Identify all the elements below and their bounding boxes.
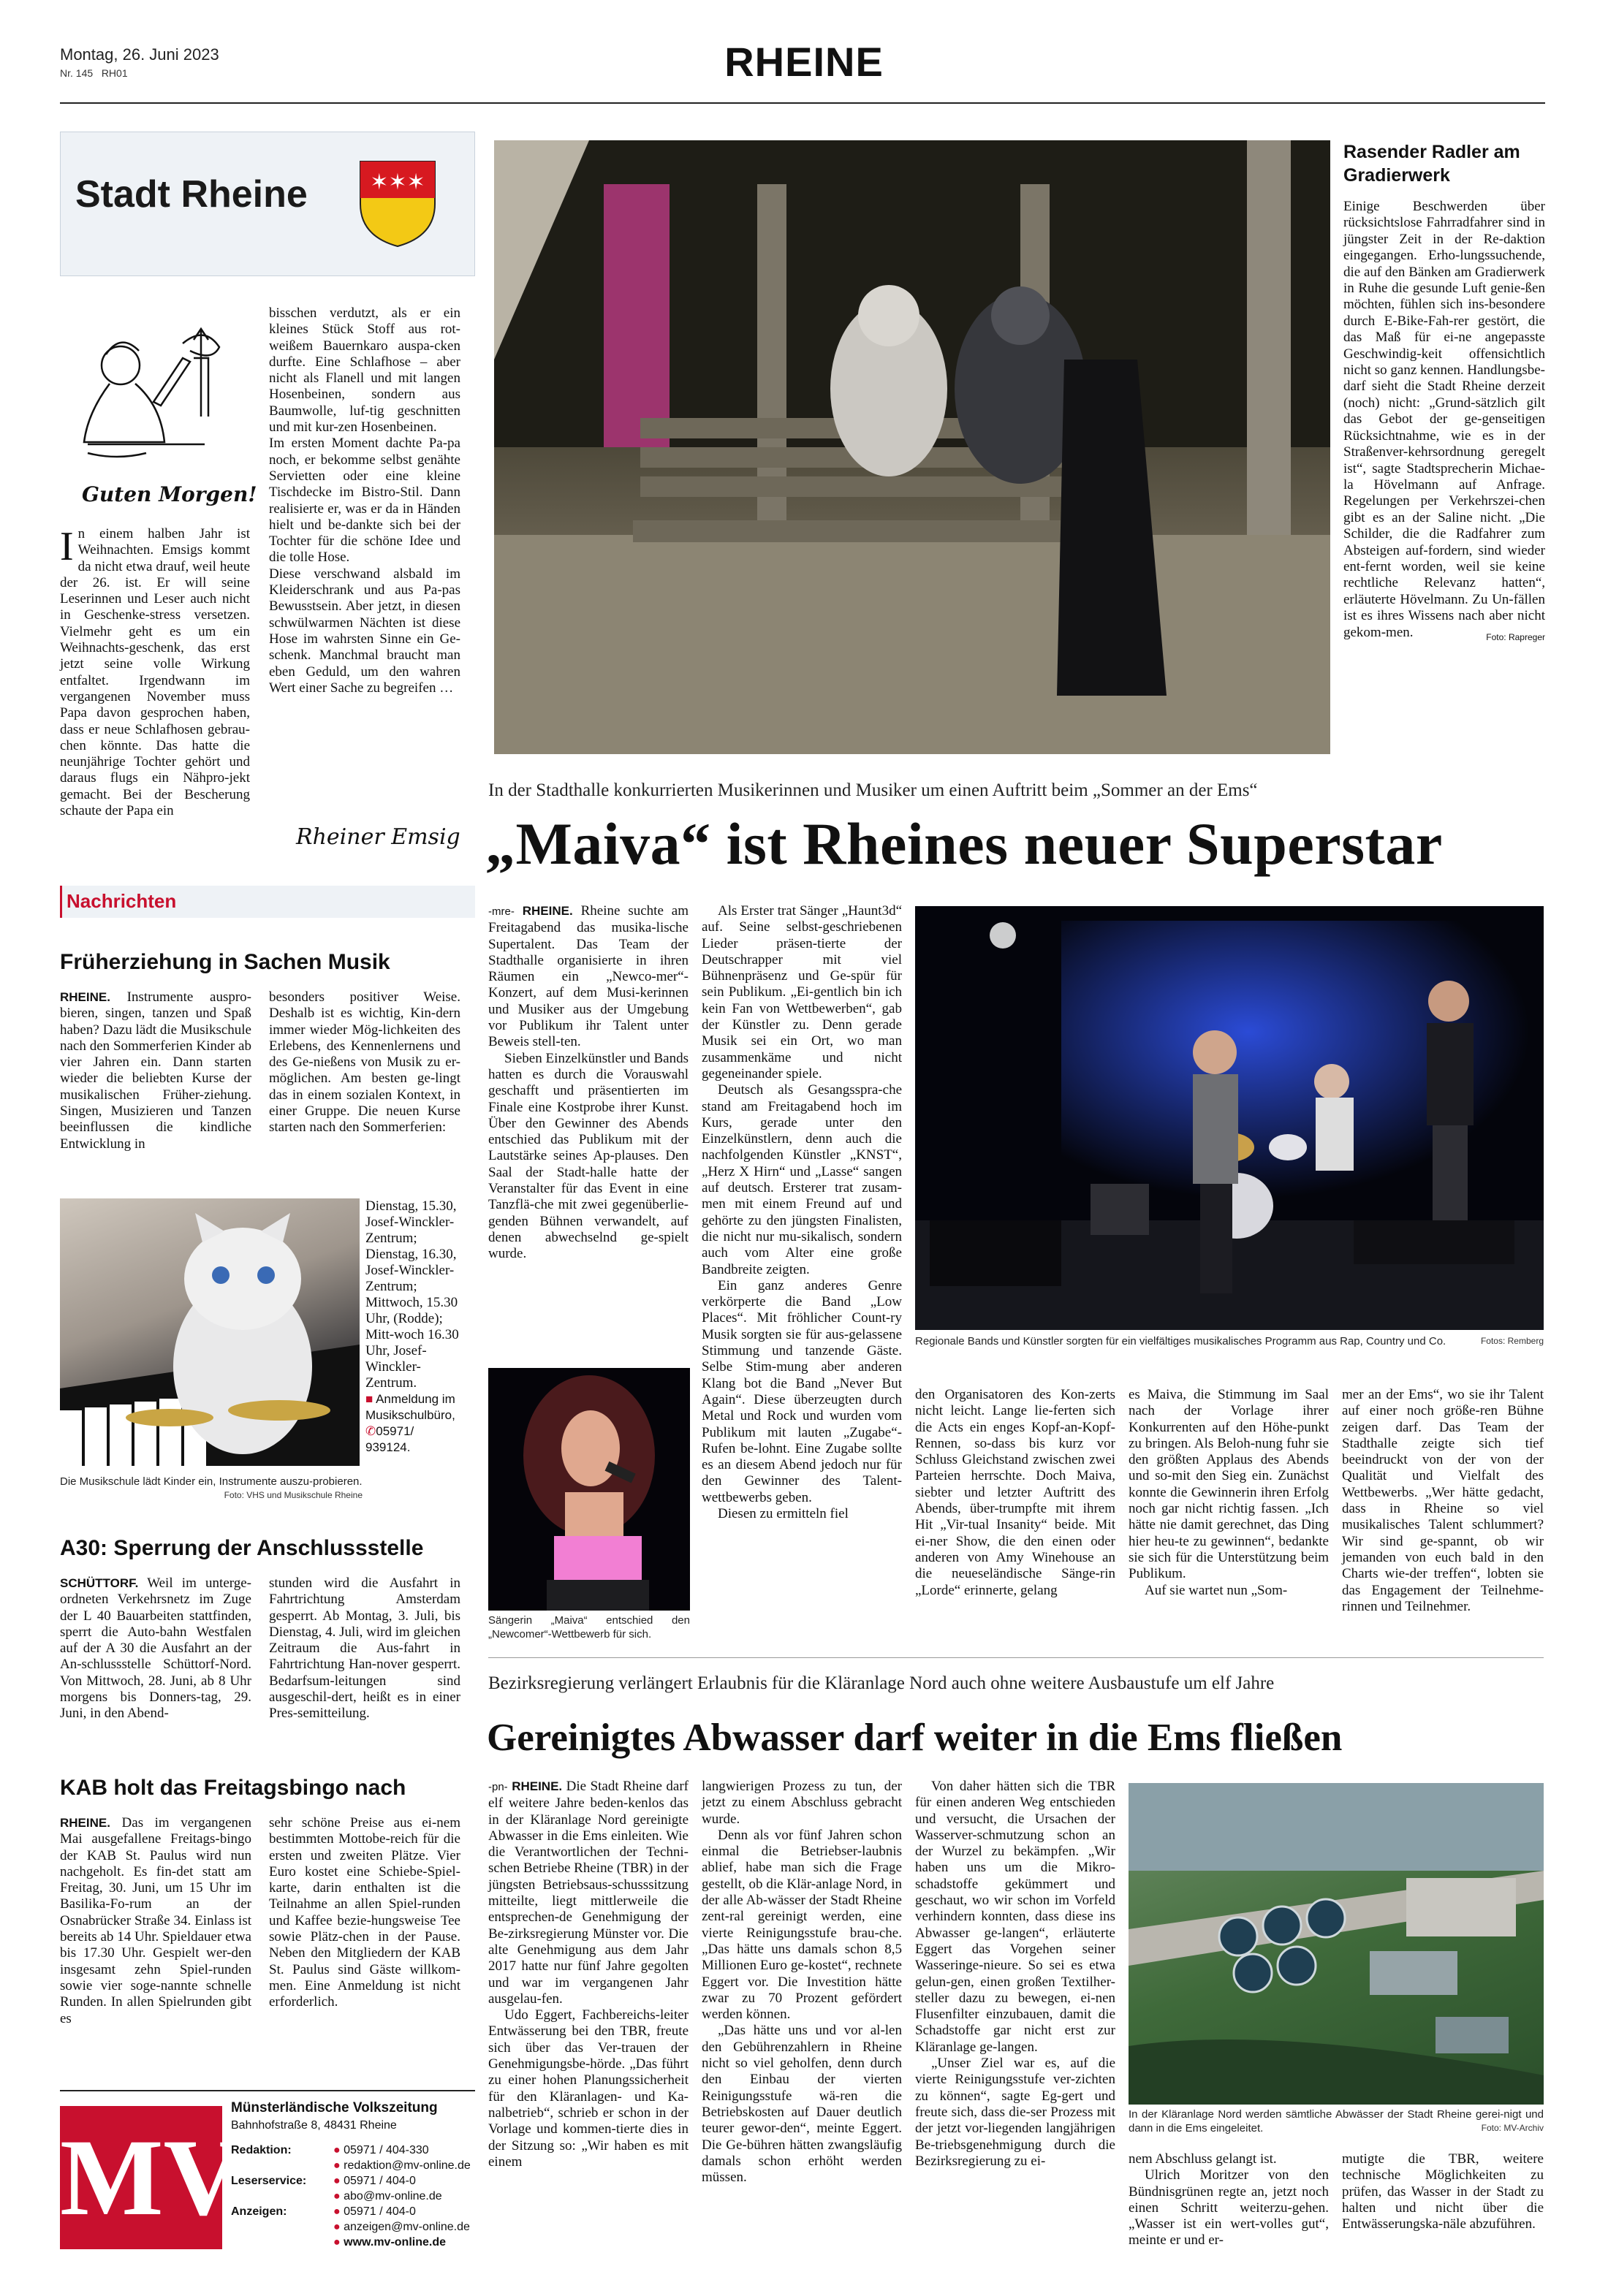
abwasser-byline: -pn- <box>488 1781 508 1793</box>
n3-text-2: sehr schöne Preise aus ei-nem bestimmten Mottobe-reich für die ersten und zweiten Plätze. Vier Euro kostet eine Schiebe-Spiel-karte, darin enthalten ist die Teilnahme an allen Spiel-runden und Kaffee bezie-hungsweise Tee sowie Plätz-chen in der Pause. Neben den Mitgliedern der KAB St. Paulus sind Gäste willkom-men. Eine Anmeldung ist nicht erforderlich. <box>269 1815 460 2010</box>
maiva-text-2c: Ein ganz anderes Genre verkörperte die Band „Low Places“. Mit fröhlicher Count-ry Musik sorgten sie für aus-gelassene Stimmung und tanzende Gäste. Selbe Stim-mung aber anderen Klang bot die Band „Never But Again“. Diese überzeugten durch Metal und Rock und wurden vom Publikum mit lauten „Zugabe“-Rufen be-lohnt. Eine Zugabe sollte es an diesem Abend jedoch nur für den Gewinner des Talent-wettbewerbs geben. <box>702 1277 902 1505</box>
abwasser-text-2c: „Das hätte uns und vor al-len den Gebührenzahlern in Rheine nicht so viel geholfen, denn durch den Einbau der vierten Reinigungsstufe wä-ren die Betriebskosten auf Dauer deutlich teurer gewor-den“, meinte Eggert. Die Ge-bühren hätten zwangsläufig damals schon erhöht werden müssen. <box>702 2023 902 2186</box>
maiva-text-1b: Sieben Einzelkünstler und Bands hatten es durch die Vorauswahl geschafft und präsentierten im Finale eine Kostprobe ihrer Kunst. Über den Gewinner des Abends entschied das Publikum mit der Lautstärke seines Ap-plauses. Den Saal der Stadt-halle hatte der Veranstalter für das Event in eine Tanzflä-che mit zwei gegenüberlie-genden Bühnen verwandelt, auf denen abwechselnd ge-spielt wurde. <box>488 1050 689 1262</box>
mv-phone-anzeigen: 05971 / 404-0 <box>344 2205 416 2218</box>
nachrichten-bar <box>60 886 475 918</box>
maiva-text-2d: Diesen zu ermitteln fiel <box>718 1505 849 1521</box>
section-divider <box>488 1657 1544 1658</box>
mail-icon: ● <box>333 2221 341 2233</box>
abwasser-col5 <box>1342 2151 1544 2232</box>
abwasser-text-4b: Ulrich Moritzer von den Bündnisgrünen regte an, jetzt noch einen Schritt weiterzu-gehen. „Wasser ist ein wert-volles gut“, meinte er und er- <box>1129 2167 1329 2249</box>
n1-col1 <box>60 989 251 1152</box>
singer-icon <box>488 1368 690 1611</box>
band-caption-text: Regionale Bands und Künstler sorgten für ein vielfältiges musikalisches Programm aus Rap, Country und Co. <box>915 1335 1446 1347</box>
abwasser-col1 <box>488 1779 689 2170</box>
maiva-text-2b: Deutsch als Gesangsspra-che stand am Freitagabend hoch im Kurs, gerade unter den Einzelkünstlern, denn auch die nachfolgenden Künstler „KNST“, „Herz X Hirn“ und „Lasse“ sangen auf deutsch. Ersterer trat zusam-men mit einem Freund auf und gehörte zu den jüngsten Finalisten, die nicht nur mu-sikalisch, sondern auch vom Alter eine große Bandbreite zeigten. <box>702 1082 902 1277</box>
n1-caption-text: Die Musikschule lädt Kinder ein, Instrumente auszu-probieren. <box>60 1475 363 1488</box>
phone-icon: ● <box>333 2175 341 2187</box>
n1-registration <box>365 1391 460 1456</box>
n3-col1 <box>60 1815 251 2027</box>
n1-text-2: besonders positiver Weise. Deshalb ist es wichtig, Kin-dern immer wieder Mög-lichkeiten des Erlebens, des Kennenlernens und des Ge-nießens von Musik zu er-möglichen. Am besten ge-lingt das in einem sozialen Kontext, in einer Gruppe. Die neuen Kurse starten nach den Sommerferien: <box>269 989 460 1136</box>
mv-web[interactable]: www.mv-online.de <box>344 2236 446 2249</box>
abwasser-text-3: Von daher hätten sich die TBR für einen anderen Weg entschieden und versucht, die Ursachen der Wasserver-schmutzung schon an der Wurzel zu bekämpfen. „Wir haben uns um die Mikro-schadstoffe gekümmert und geschaut, wo wir schon im Vorfeld verhindern konnten, dass diese ins Abwasser ge-langen“, erläuterte Eggert das Vorgehen seiner Wasseringe-nieure. So sei es etwa gelun-gen, einen großen Textilher-steller dazu zu bewegen, ei-nen Flusenfilter einzubauen, damit die Schadstoffe gar nicht erst zur Kläranlage ge-langen. <box>915 1779 1115 2055</box>
maiva-lead <box>488 903 689 1051</box>
mv-mail-leserservice[interactable]: abo@mv-online.de <box>344 2190 442 2202</box>
abwasser-lead <box>488 1779 689 2007</box>
mv-box <box>60 2090 475 2259</box>
maiva-kicker: In der Stadthalle konkurrierten Musikerinnen und Musiker um einen Auftritt beim „Sommer an der Ems“ <box>488 780 1258 800</box>
radler-body <box>1343 199 1545 645</box>
mail-icon: ● <box>333 2159 341 2172</box>
radler-headline: Rasender Radler am Gradierwerk <box>1343 142 1520 186</box>
bench-scene-icon <box>494 140 1330 754</box>
maiva-text-4b: Auf sie wartet nun „Som- <box>1145 1582 1288 1598</box>
maiva-col3 <box>915 1387 1115 1599</box>
maiva-headline: „Maiva“ ist Rheines neuer Superstar <box>485 810 1443 877</box>
city-box-title: Stadt Rheine <box>75 173 308 216</box>
edition-code: RH01 <box>101 67 128 79</box>
singer-photo <box>488 1368 690 1611</box>
abwasser-text-5: mutigte die TBR, weitere technische Möglichkeiten zu prüfen, das Wasser in der Stadt zu halten und nicht über die Entwässerungska-näle abzuführen. <box>1342 2151 1544 2232</box>
abwasser-text-2b: Denn als vor fünf Jahren schon einmal die Betriebser-laubnis ablief, habe man sich die Frage gestellt, ob die Klär-anlage Nord, in der alle Ab-wässer der Stadt Rheine zent-ral gereinigt werden, eine vierte Reinigungsstufe brau-che. „Das hätte uns damals schon 8,5 Millionen Euro ge-kostet“, rechnete Eggert vor. Die Investition hätte zwar zu 70 Prozent gefördert werden können. <box>702 1827 902 2023</box>
n3-headline: KAB holt das Freitagsbingo nach <box>60 1776 406 1800</box>
n2-col1 <box>60 1575 251 1722</box>
maiva-col5 <box>1342 1387 1544 1615</box>
klaeranlage-caption <box>1129 2107 1544 2135</box>
maiva-byline: -mre- <box>488 905 515 918</box>
maiva-text-4: es Maiva, die Stimmung im Saal nach der Vorlage ihrer Konkurrenten auf den Höhe-punkt zu bringen. Als Beloh-nung fuhr sie den größten Applaus des Abends und so-mit den Sieg ein. Zunächst konnte die Gewinnerin ihren Erfolg noch gar nicht richtig fassen. „Ich hätte nie damit gerechnet, das Ding hier heu-te zu gewinnen“, bedankte sie sich für die Unterstützung beim Publikum. <box>1129 1387 1329 1582</box>
n1-schedule: Dienstag, 15.30, Josef-Winckler-Zentrum; Dienstag, 16.30, Josef-Winckler-Zentrum; Mittwoch, 15.30 Uhr, (Rodde); Mitt-woch 16.30 Uhr, Josef-Winckler-Zentrum. <box>365 1198 459 1391</box>
morning-text-1: n einem halben Jahr ist Weihnachten. Emsigs kommt da nicht etwa drauf, weil heute der 26. ist. Er will seine Leserinnen und Leser auch nicht in Geschenke-stress versetzen. Vielmehr geht es um ein Weihnachts-geschenk, das erst jetzt seine volle Wirkung entfaltet. Irgendwann im vergangenen November muss Papa davon gesprochen haben, dass er neue Schlafhosen gebrau-chen könnte. Das hatte die neunjährige Tochter gehört und daraus flugs ein Nähpro-jekt gemacht. Bei der Bescherung schaute der Papa ein <box>60 526 250 819</box>
phone-icon: ✆ <box>365 1424 376 1438</box>
guten-morgen-cartoon-icon <box>66 314 234 468</box>
n3-text-1: Das im vergangenen Mai ausgefallene Freitags-bingo der KAB St. Paulus wird nun nachgeholt. Es fin-det statt am Freitag, 30. Juni, um 15 Uhr im Basilika-Fo-rum an der Osnabrücker Straße 34. Einlass ist bereits ab 14 Uhr. Spieldauer etwa bis 17.30 Uhr. Gespielt wer-den insgesamt zehn Spiel-runden sowie vier soge-nannte schnelle Runden. In allen Spielrunden gibt es <box>60 1815 251 2026</box>
mv-name: Münsterländische Volkszeitung <box>231 2100 438 2116</box>
n2-headline: A30: Sperrung der Anschlussstelle <box>60 1536 424 1560</box>
n2-text-2: stunden wird die Ausfahrt in Fahrtrichtung Amsterdam gesperrt. Ab Montag, 3. Juli, bis Dienstag, 4. Juli, wird im gleichen Zeitraum die Aus-fahrt in Fahrtrichtung Han-nover gesperrt. Bedarfsum-leitungen sind ausgeschil-dert, heißt es in einer Pres-semitteilung. <box>269 1575 460 1722</box>
singer-caption: Sängerin „Maiva“ entschied den „Newcomer“-Wettbewerb für sich. <box>488 1614 690 1641</box>
abwasser-col3 <box>915 1779 1115 2170</box>
n1-dateline: RHEINE. <box>60 990 110 1004</box>
maiva-text-3: den Organisatoren des Kon-zerts nicht leicht. Lange lie-ferten sich die Acts ein enges Kopf-an-Kopf-Rennen, so-dass bis kurz vor Schluss Gleichstand zwischen zwei Parteien herrschte. Doch Maiva, siebter und letzter Auftritt des Abends, über-trumpfte mit ihrem Hit „Vir-tual Insanity“ beide. Mit ei-ner Show, die den einen oder anderen von Amy Winehouse an die neueseländische Sänge-rin „Lorde“ erinnerte, gelang <box>915 1387 1115 1598</box>
mv-logo: MV <box>60 2106 222 2249</box>
header-date: Montag, 26. Juni 2023 <box>60 45 219 64</box>
abwasser-col2 <box>702 1779 902 2186</box>
band-credit: Fotos: Remberg <box>1480 1336 1544 1346</box>
maiva-col2 <box>702 903 902 1522</box>
band-stage-icon <box>915 906 1544 1330</box>
mail-icon: ● <box>333 2190 341 2202</box>
abwasser-text-1b: Udo Eggert, Fachbereichs-leiter Entwässerung bei den TBR, freute sich über das Ver-trauen der Genehmigungsbe-hörde. „Das führt zu einer hohen Planungssicherheit für den Kläranlagen- und Ka-nalbetrieb“, schrieb er schon in der Vorlage und kommen-tierte dies in der Sitzung so: „Wir haben es mit einem <box>488 2007 689 2170</box>
n1-reg-phone: 05971/ 939124. <box>365 1424 414 1454</box>
maiva-dateline: RHEINE. <box>522 904 573 918</box>
n2-col2 <box>269 1575 460 1722</box>
morning-text-2c: Diese verschwand alsbald im Kleiderschrank und aus Pa-pas Bewusstsein. Aber jetzt, in diesen schwülwarmen Nächten ist diese Hose im wahrsten Sinne ein Ge-schenk. Manchmal braucht man eben Geduld, um den wahren Wert einer Sache zu begreifen … <box>269 566 460 696</box>
n3-dateline: RHEINE. <box>60 1816 110 1830</box>
maiva-text-2: Als Erster trat Sänger „Haunt3d“ auf. Seine selbst-geschriebenen Lieder präsen-tierte der Deutschrapper mit viel Bühnenpräsenz und Ge-spür für sein Publikum. „Ei-gentlich bin ich kein Fan von Wettbewerben“, gab der Künstler zu. Denn gerade Musik sei ein Ort, wo man zusammenkäme und nicht gegeneinander spiele. <box>702 903 902 1082</box>
guten-morgen-title: Guten Morgen! <box>82 482 257 506</box>
abwasser-text-3b: „Unser Ziel war es, auf die vierte Reinigungsstufe ver-zichten zu können“, sagte Eg-gert und freute sich, dass die-ser Prozess mit der jetzt vor-liegenden langjährigen Be-triebsgenehmigung durch die Bezirksregierung zu ei- <box>915 2056 1115 2169</box>
n1-text-1: Instrumente auspro-bieren, singen, tanzen und Spaß haben? Dazu lädt die Musikschule nach den Sommerferien Kinder ab vier Jahren ein. Dann starten wieder die beliebten Kurse der musikalischen Früher-ziehung. Singen, Musizieren und Tanzen beeinflussen die kindliche Entwicklung in <box>60 989 251 1152</box>
n2-dateline: SCHÜTTORF. <box>60 1576 139 1590</box>
mv-mail-redaktion[interactable]: redaktion@mv-online.de <box>344 2159 471 2172</box>
band-caption <box>915 1334 1544 1348</box>
n1-credit: Foto: VHS und Musikschule Rheine <box>224 1490 363 1500</box>
dropcap: I <box>60 524 74 569</box>
morning-col2 <box>269 305 460 696</box>
klaeranlage-photo <box>1129 1783 1544 2105</box>
web-icon: ● <box>333 2236 341 2249</box>
svg-text:✶✶✶: ✶✶✶ <box>370 170 425 195</box>
mv-contact-row <box>231 2143 471 2250</box>
radler-credit: Foto: Rapreger <box>1486 631 1545 642</box>
mv-phone-leserservice: 05971 / 404-0 <box>344 2175 416 2187</box>
header-rule <box>60 102 1545 104</box>
radler-photo <box>494 140 1330 754</box>
abwasser-dateline: RHEINE. <box>512 1779 563 1793</box>
morning-col1 <box>60 526 250 819</box>
abwasser-text-1: Die Stadt Rheine darf elf weitere Jahre beden-kenlos das in der Kläranlage Nord gereinigte Abwasser in die Ems einleiten. Wie die Verantwortlichen der Techni-schen Betriebe Rheine (TBR) in der jüngsten Betriebsaus-schusssitzung mitteilte, liegt mittlerweile die entsprechen-de Genehmigung der Be-zirksregierung Münster vor. Die alte Genehmigung aus dem Jahr 2017 hatte nur fünf Jahre gegolten und war im vergangenen Jahr ausgelau-fen. <box>488 1779 689 2007</box>
n1-photo <box>60 1198 360 1466</box>
mv-label-anzeigen: Anzeigen: <box>231 2205 287 2218</box>
morning-text-2b: Im ersten Moment dachte Pa-pa noch, er bekomme selbst genähte Servietten oder eine kleine Tischdecke im Bistro-Stil. Dann realisierte er, was er da in Händen hielt und be-dankte sich bei der Tochter für die schöne Idee und die tolle Hose. <box>269 436 460 566</box>
city-box <box>60 132 475 276</box>
abwasser-kicker: Bezirksregierung verlängert Erlaubnis für die Kläranlage Nord auch ohne weitere Ausbaustufe um elf Jahre <box>488 1673 1275 1693</box>
radler-text: Einige Beschwerden über rücksichtslose Fahrradfahrer sind in jüngster Zeit in der Re-daktion eingegangen. Erho-lungssuchende, die auf den Bänken am Gradierwerk in Ruhe die gesunde Luft genie-ßen möchten, fühlen sich ins-besondere durch E-Bike-Fah-rer gestört, die das Maß für ei-ne angepasste Geschwindig-keit offensichtlich nicht so ganz kennen. Handlungsbe-darf sieht die Stadt Rheine derzeit (noch) nicht: „Grund-sätzlich gilt das Gebot der ge-genseitigen Rücksichtnahme, wie es in der Straßenver-kehrsordnung geregelt ist“, sagte Stadtsprecherin Michae-la Hövelmann auf Anfrage. Regelungen per Verkehrszei-chen gibt es an der Saline nicht. „Die Schilder, die die Radfahrer zum Absteigen auf-fordern, sind wieder ent-fernt worden, weil sie keine rechtliche Relevanz hatten“, erläuterte Hövelmann. Zu Un-fällen ist es ihres Wissens nach aber nicht gekom-men. <box>1343 199 1545 640</box>
abwasser-headline: Gereinigtes Abwasser darf weiter in die Ems fließen <box>487 1717 1343 1759</box>
maiva-col4 <box>1129 1387 1329 1599</box>
maiva-text-5: mer an der Ems“, wo sie ihr Talent auf einer noch größe-ren Bühne zeigen darf. Das Team der Stadthalle zeigte sich tief beeindruckt von der von der Qualität und Vielfalt des Wettbewerbs. „Wer hätte gedacht, dass in Rheine so viel musikalisches Talent schlummert? Wir sind ge-spannt, ob wir jemanden von euch bald in den Charts wie-der treffen“, lobten sie das Engagement der Teilnehme-rinnen und Teilnehmer. <box>1342 1387 1544 1614</box>
n3-col2 <box>269 1815 460 2011</box>
n1-col2 <box>269 989 460 1136</box>
n1-reg-line: Anmeldung im Musikschulbüro, <box>365 1392 455 1422</box>
mv-label-redaktion: Redaktion: <box>231 2144 292 2156</box>
abwasser-text-4: nem Abschluss gelangt ist. <box>1129 2151 1277 2167</box>
maiva-text-1: Rheine suchte am Freitagabend das musika-lische Supertalent. Das Team der Stadthalle organisierte in ihren Räumen ein „Newco-mer“-Konzert, auf dem Musi-kerinnen und Musiker aus der Umgebung vor Publikum ihr Talent unter Beweis stell-ten. <box>488 903 689 1050</box>
cat-plush-icon <box>60 1198 360 1466</box>
n1-caption <box>60 1475 363 1502</box>
arrow-icon: ■ <box>365 1392 373 1406</box>
klaeranlage-caption-text: In der Kläranlage Nord werden sämtliche Abwässer der Stadt Rheine gerei-nigt und dann in die Ems eingeleitet. <box>1129 2108 1544 2135</box>
aerial-view-icon <box>1129 1783 1544 2105</box>
abwasser-col4 <box>1129 2151 1329 2249</box>
n1-schedule-col <box>365 1198 460 1456</box>
mv-label-leserservice: Leserservice: <box>231 2175 307 2187</box>
phone-icon: ● <box>333 2144 341 2156</box>
maiva-col1 <box>488 903 689 1263</box>
mv-phone-redaktion: 05971 / 404-330 <box>344 2144 429 2156</box>
section-title: RHEINE <box>724 39 884 85</box>
n1-headline: Früherziehung in Sachen Musik <box>60 950 390 974</box>
band-photo <box>915 906 1544 1330</box>
coat-of-arms-icon <box>359 160 436 248</box>
morning-text-2a: bisschen verdutzt, als er ein kleines Stück Stoff aus rot-weißem Bauernkaro auspa-cken durfte. Eine Schlafhose – aber nicht als Flanell und mit langen Hosenbeinen, sondern aus Baumwolle, luf-tig geschnitten und mit kur-zen Hosenbeinen. <box>269 305 460 436</box>
mv-address: Bahnhofstraße 8, 48431 Rheine <box>231 2119 397 2132</box>
mv-mail-anzeigen[interactable]: anzeigen@mv-online.de <box>344 2221 470 2233</box>
phone-icon: ● <box>333 2205 341 2218</box>
klaeranlage-credit: Foto: MV-Archiv <box>1481 2123 1544 2133</box>
abwasser-text-2: langwierigen Prozess zu tun, der jetzt zu einem Abschluss gebracht wurde. <box>702 1779 902 1827</box>
issue-number: Nr. 145 <box>60 67 94 79</box>
nachrichten-label: Nachrichten <box>67 890 177 912</box>
signature: Rheiner Emsig <box>296 824 460 850</box>
n2-text-1: Weil im unterge-ordneten Verkehrsnetz im Zuge der L 40 Bauarbeiten stattfinden, sperrt die Auto-bahn Westfalen auf der A 30 die Ausfahrt an der An-schlussstelle Schüttorf-Nord. Von Mittwoch, 28. Juni, ab 8 Uhr morgens bis Donners-tag, 29. Juni, in den Abend- <box>60 1575 251 1722</box>
